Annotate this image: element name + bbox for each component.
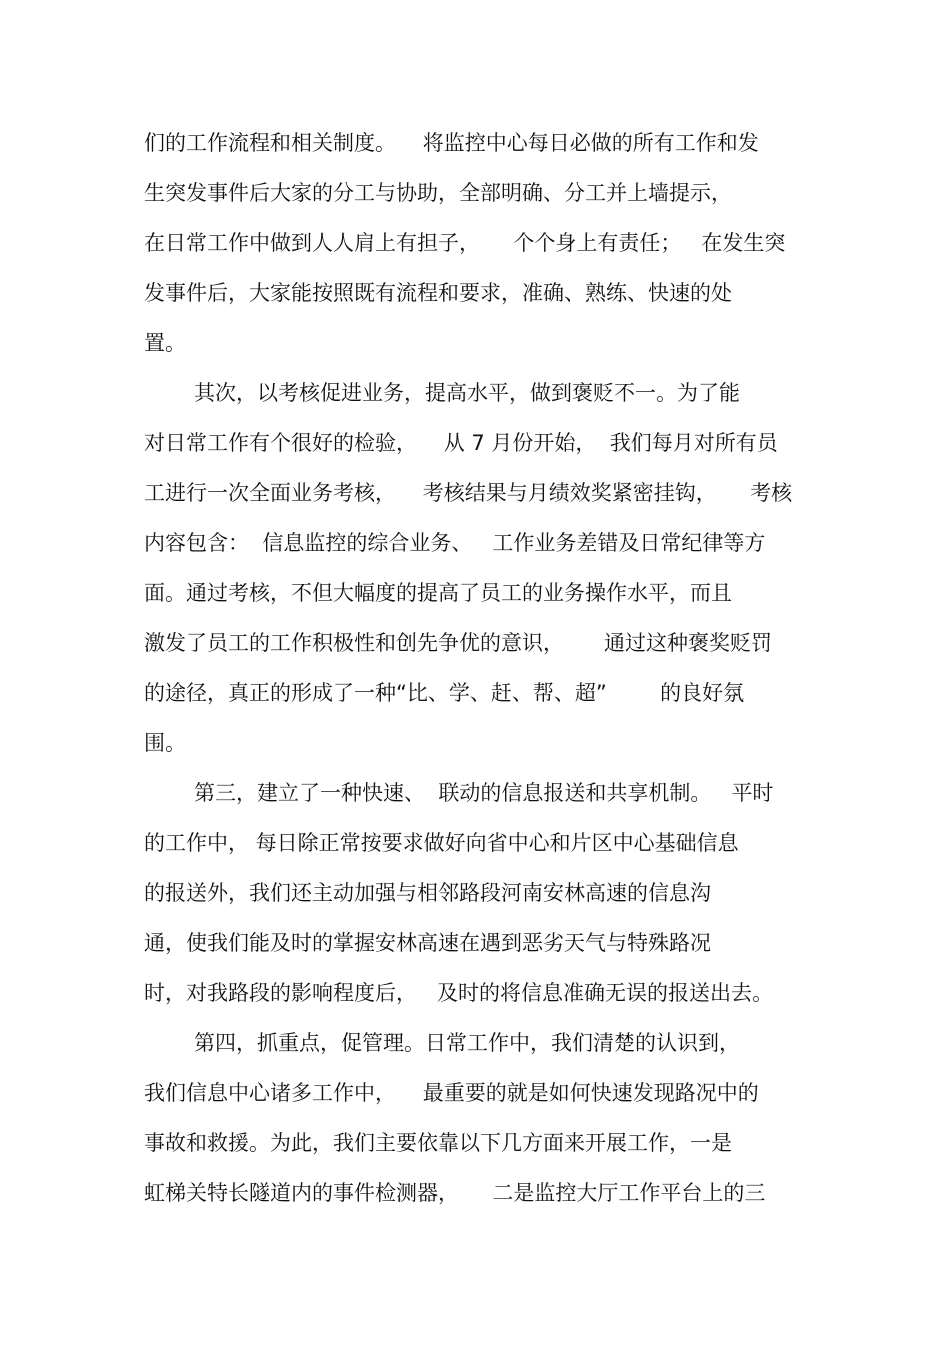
text-line: 内容包含： 信息监控的综合业务、 工作业务差错及日常纪律等方 (144, 531, 766, 555)
text-line: 的报送外，我们还主动加强与相邻路段河南安林高速的信息沟 (144, 881, 711, 905)
text-line: 的途径，真正的形成了一种“比、学、赶、帮、超” 的良好氛 (144, 681, 745, 705)
text-line: 虹梯关特长隧道内的事件检测器， 二是监控大厅工作平台上的三 (144, 1181, 766, 1205)
text-line: 通，使我们能及时的掌握安林高速在遇到恶劣天气与特殊路况 (144, 931, 711, 955)
text-line: 第三，建立了一种快速、 联动的信息报送和共享机制。 平时 (194, 781, 774, 805)
text-line: 第四，抓重点，促管理。日常工作中，我们清楚的认识到， (194, 1031, 740, 1055)
text-line: 事故和救援。为此，我们主要依靠以下几方面来开展工作，一是 (144, 1131, 732, 1155)
text-line: 对日常工作有个很好的检验， 从 7 月份开始， 我们每月对所有员 (144, 431, 778, 455)
text-line: 们的工作流程和相关制度。 将监控中心每日必做的所有工作和发 (144, 131, 759, 155)
text-line: 激发了员工的工作积极性和创先争优的意识， 通过这种褒奖贬罚 (144, 631, 773, 655)
text-line: 在日常工作中做到人人肩上有担子， 个个身上有责任； 在发生突 (144, 231, 786, 255)
text-line: 围。 (144, 731, 186, 755)
body-text (144, 118, 824, 1218)
text-line: 发事件后，大家能按照既有流程和要求，准确、熟练、快速的处 (144, 281, 732, 305)
text-line: 的工作中， 每日除正常按要求做好向省中心和片区中心基础信息 (144, 831, 739, 855)
text-line: 工进行一次全面业务考核， 考核结果与月绩效奖紧密挂钩， 考核 (144, 481, 793, 505)
text-line: 置。 (144, 331, 186, 355)
text-line: 其次，以考核促进业务，提高水平，做到褒贬不一。为了能 (194, 381, 740, 405)
text-line: 面。通过考核，不但大幅度的提高了员工的业务操作水平，而且 (144, 581, 732, 605)
text-line: 生突发事件后大家的分工与协助，全部明确、分工并上墙提示， (144, 181, 732, 205)
text-line: 我们信息中心诸多工作中， 最重要的就是如何快速发现路况中的 (144, 1081, 759, 1105)
text-line: 时，对我路段的影响程度后， 及时的将信息准确无误的报送出去。 (144, 981, 774, 1005)
